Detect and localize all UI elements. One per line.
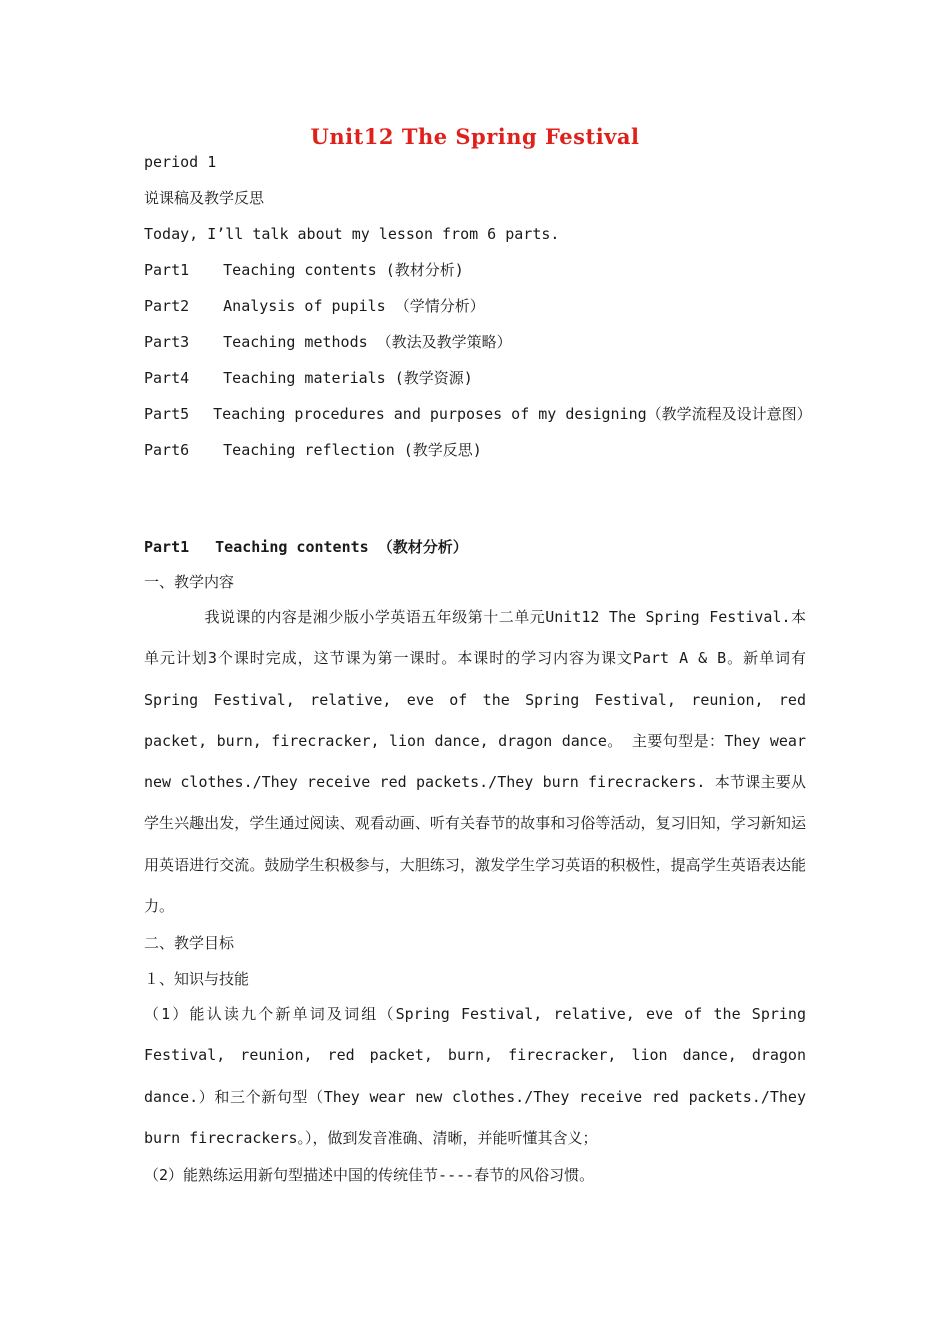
part-label: Part5 [144, 405, 190, 423]
subheading-teaching-content: 一、教学内容 [144, 573, 235, 591]
part-list-item-3 [144, 332, 512, 352]
paragraph-text: 我说课的内容是湘少版小学英语五年级第十二单元Unit12 The Spring Festival.本单元计划3个课时完成，这节课为第一课时。本课时的学习内容为课文Part A & B。新单词有Spring Festival, relative, eve of the Spring Festival, reunion, red packet, burn, firecracker, lion dance, dragon dance。 主要句型是：They wear new clothes./They receive red packets./They burn firecrackers. 本节课主要从学生兴趣出发，学生通过阅读、观看动画、听有关春节的故事和习俗等活动，复习旧知，学习新知运用英语进行交流。鼓励学生积极参与，大胆练习，激发学生学习英语的积极性，提高学生英语表达能力。 [144, 608, 806, 916]
part-label: Part6 [144, 441, 190, 459]
subheading-knowledge-skills: １、知识与技能 [144, 970, 250, 988]
period-label: period 1 [144, 153, 217, 171]
part-label: Part1 [144, 261, 190, 279]
part-text: Analysis of pupils （学情分析） [223, 297, 485, 315]
part-text: Teaching contents (教材分析) [223, 261, 464, 279]
subtitle: 说课稿及教学反思 [144, 189, 265, 207]
section-heading [144, 537, 468, 557]
part-text: Teaching methods （教法及教学策略） [223, 333, 512, 351]
intro-sentence: Today, I’ll talk about my lesson from 6 parts. [144, 225, 560, 243]
part-list-item-4 [144, 368, 473, 388]
part-text: Teaching reflection (教学反思) [223, 441, 482, 459]
part-label: Part4 [144, 369, 190, 387]
paragraph-goal-2: （2）能熟练运用新句型描述中国的传统佳节----春节的风俗习惯。 [144, 1166, 595, 1184]
part-list-item-1 [144, 260, 464, 280]
subheading-teaching-goals: 二、教学目标 [144, 934, 235, 952]
part-text: Teaching materials (教学资源) [223, 369, 473, 387]
part-list-item-2 [144, 296, 485, 316]
paragraph-teaching-content [144, 597, 806, 927]
section-heading-label: Part1 [144, 538, 190, 556]
part-label: Part2 [144, 297, 190, 315]
part-list-item-6 [144, 440, 482, 460]
section-heading-text: Teaching contents （教材分析） [215, 538, 468, 556]
part-text: Teaching procedures and purposes of my designing（教学流程及设计意图） [213, 405, 812, 423]
document-title: Unit12 The Spring Festival [310, 124, 640, 149]
part-list-item-5 [144, 404, 812, 424]
part-label: Part3 [144, 333, 190, 351]
paragraph-goal-1: （1）能认读九个新单词及词组（Spring Festival, relative, eve of the Spring Festival, reunion, red packet, burn, firecracker, lion dance, dragon dance.）和三个新句型（They wear new clothes./They receive red packets./They burn firecrackers。），做到发音准确、清晰，并能听懂其含义； [144, 1005, 806, 1147]
